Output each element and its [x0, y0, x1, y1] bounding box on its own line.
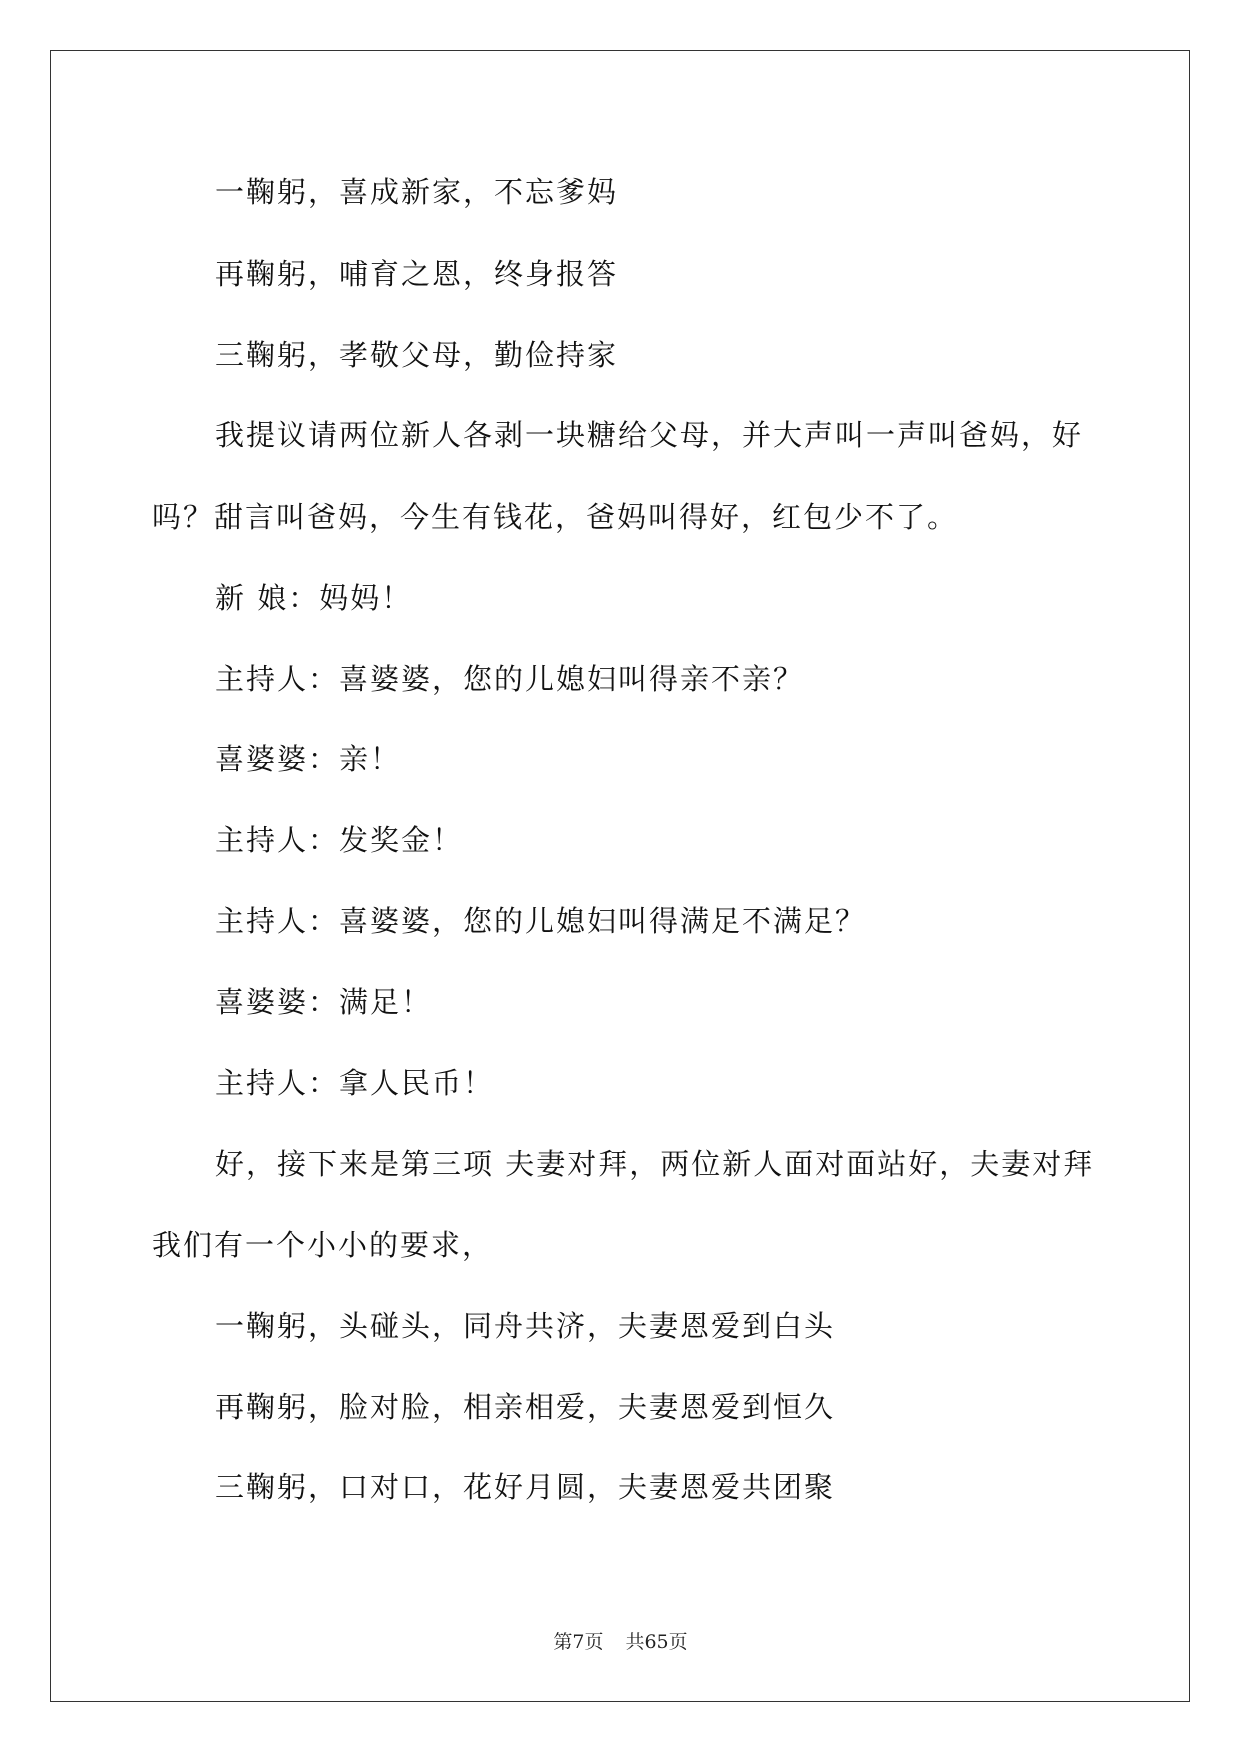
text-line: 三鞠躬，孝敬父母，勤俭持家: [215, 338, 619, 372]
text-line: 一鞠躬，头碰头，同舟共济，夫妻恩爱到白头: [215, 1309, 836, 1343]
text-line: 主持人：喜婆婆，您的儿媳妇叫得亲不亲？: [215, 662, 805, 696]
text-line: 主持人：发奖金！: [215, 823, 464, 857]
text-line: 喜婆婆：亲！: [215, 742, 402, 776]
text-line: 喜婆婆：满足！: [215, 985, 433, 1019]
text-line: 吗？甜言叫爸妈，今生有钱花，爸妈叫得好，红包少不了。: [152, 500, 959, 534]
text-line: 再鞠躬，脸对脸，相亲相爱，夫妻恩爱到恒久: [215, 1390, 836, 1424]
text-line: 我提议请两位新人各剥一块糖给父母，并大声叫一声叫爸妈，好: [215, 418, 1084, 452]
text-line: 我们有一个小小的要求，: [152, 1228, 494, 1262]
text-line: 主持人：拿人民币！: [215, 1066, 495, 1100]
text-line: 好，接下来是第三项 夫妻对拜，两位新人面对面站好，夫妻对拜: [215, 1147, 1095, 1181]
page-total: 共65页: [625, 1631, 688, 1653]
text-line: 新 娘：妈妈！: [215, 581, 413, 615]
text-line: 再鞠躬，哺育之恩，终身报答: [215, 257, 619, 291]
text-line: 一鞠躬，喜成新家，不忘爹妈: [215, 175, 619, 209]
page-number: 第7页: [553, 1631, 604, 1653]
text-line: 三鞠躬，口对口，花好月圆，夫妻恩爱共团聚: [215, 1470, 836, 1504]
text-line: 主持人：喜婆婆，您的儿媳妇叫得满足不满足？: [215, 904, 867, 938]
page-footer: [0, 1630, 1241, 1654]
page-border: [50, 50, 1190, 1702]
